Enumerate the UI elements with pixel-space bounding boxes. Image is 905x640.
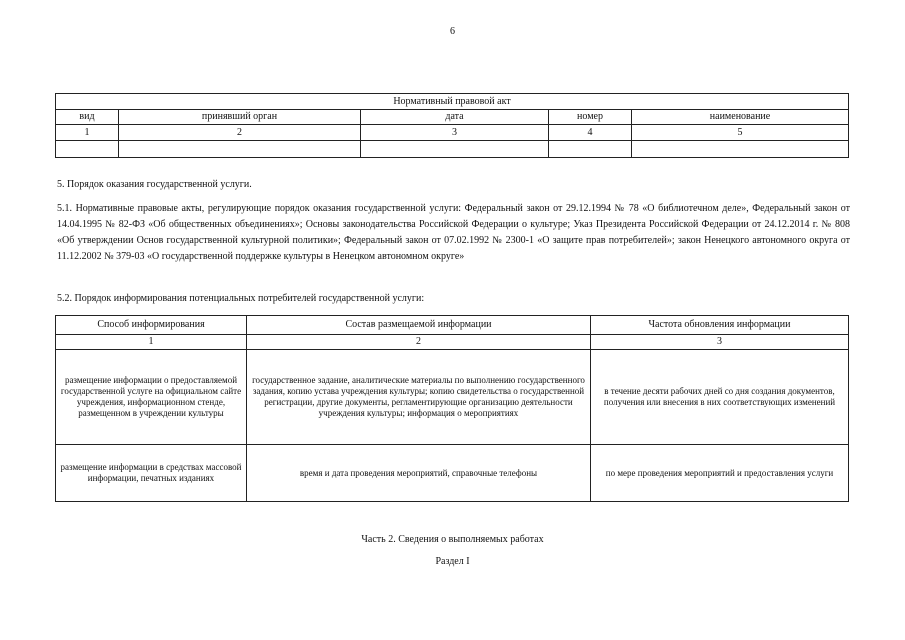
column-header-number: номер — [549, 110, 632, 125]
normative-act-table — [55, 93, 849, 158]
section-heading: Раздел I — [435, 556, 470, 567]
section-5-heading: 5. Порядок оказания государственной услуги. — [57, 179, 252, 190]
column-header-type: вид — [56, 110, 119, 125]
section-5-1-text: 5.1. Нормативные правовые акты, регулирующие порядок оказания государственной услуги: Федеральный закон от 29.12.1994 № 78 «О библиотечном деле», Федеральный закон от 14.04.1995 № 82-ФЗ «Об общественных объединениях»; Основы законодательства Российской Федерации о культуре; Указ Президента Российской Федерации от 24.12.2014 г. № 808 «Об утверждении Основ государственной культурной политики»; Федеральный закон от 07.02.1992 № 2300-1 «О защите прав потребителей»; закон Ненецкого автономного округа от 11.12.2002 № 379-03 «О государственной поддержке культуры в Ненецком автономном округе» — [57, 203, 850, 262]
section-5-2-heading: 5.2. Порядок информирования потенциальных потребителей государственной услуги: — [57, 293, 425, 304]
table-row — [56, 141, 849, 158]
information-table — [55, 315, 849, 502]
info-content-cell: время и дата проведения мероприятий, справочные телефоны — [247, 445, 591, 502]
info-method-cell: размещение информации в средствах массовой информации, печатных изданиях — [56, 445, 247, 502]
info-content-cell: государственное задание, аналитические материалы по выполнению государственного задания, копию устава учреждения культуры; копию свидетельства о государственной регистрации, другие документы, регламентирующие организацию деятельности учреждения культуры; информация о мероприятиях — [247, 350, 591, 445]
column-number: 1 — [56, 125, 119, 141]
normative-act-title: Нормативный правовой акт — [56, 94, 849, 110]
column-number: 2 — [119, 125, 361, 141]
column-number: 4 — [549, 125, 632, 141]
part-2-heading: Часть 2. Сведения о выполняемых работах — [361, 534, 544, 545]
column-header-issuing-body: принявший орган — [119, 110, 361, 125]
column-header-method: Способ информирования — [56, 316, 247, 335]
page-number: 6 — [450, 26, 455, 37]
empty-cell — [632, 141, 849, 158]
column-number: 2 — [247, 335, 591, 350]
table-row — [56, 445, 849, 502]
column-number: 3 — [591, 335, 849, 350]
empty-cell — [119, 141, 361, 158]
column-number: 1 — [56, 335, 247, 350]
column-number: 3 — [361, 125, 549, 141]
column-number: 5 — [632, 125, 849, 141]
info-frequency-cell: по мере проведения мероприятий и предоставления услуги — [591, 445, 849, 502]
empty-cell — [549, 141, 632, 158]
info-frequency-cell: в течение десяти рабочих дней со дня создания документов, получения или внесения в них соответствующих изменений — [591, 350, 849, 445]
table-row — [56, 350, 849, 445]
empty-cell — [361, 141, 549, 158]
info-method-cell: размещение информации о предоставляемой государственной услуге на официальном сайте учреждения, информационном стенде, размещенном в учреждении культуры — [56, 350, 247, 445]
column-header-content: Состав размещаемой информации — [247, 316, 591, 335]
column-header-name: наименование — [632, 110, 849, 125]
column-header-date: дата — [361, 110, 549, 125]
empty-cell — [56, 141, 119, 158]
column-header-frequency: Частота обновления информации — [591, 316, 849, 335]
